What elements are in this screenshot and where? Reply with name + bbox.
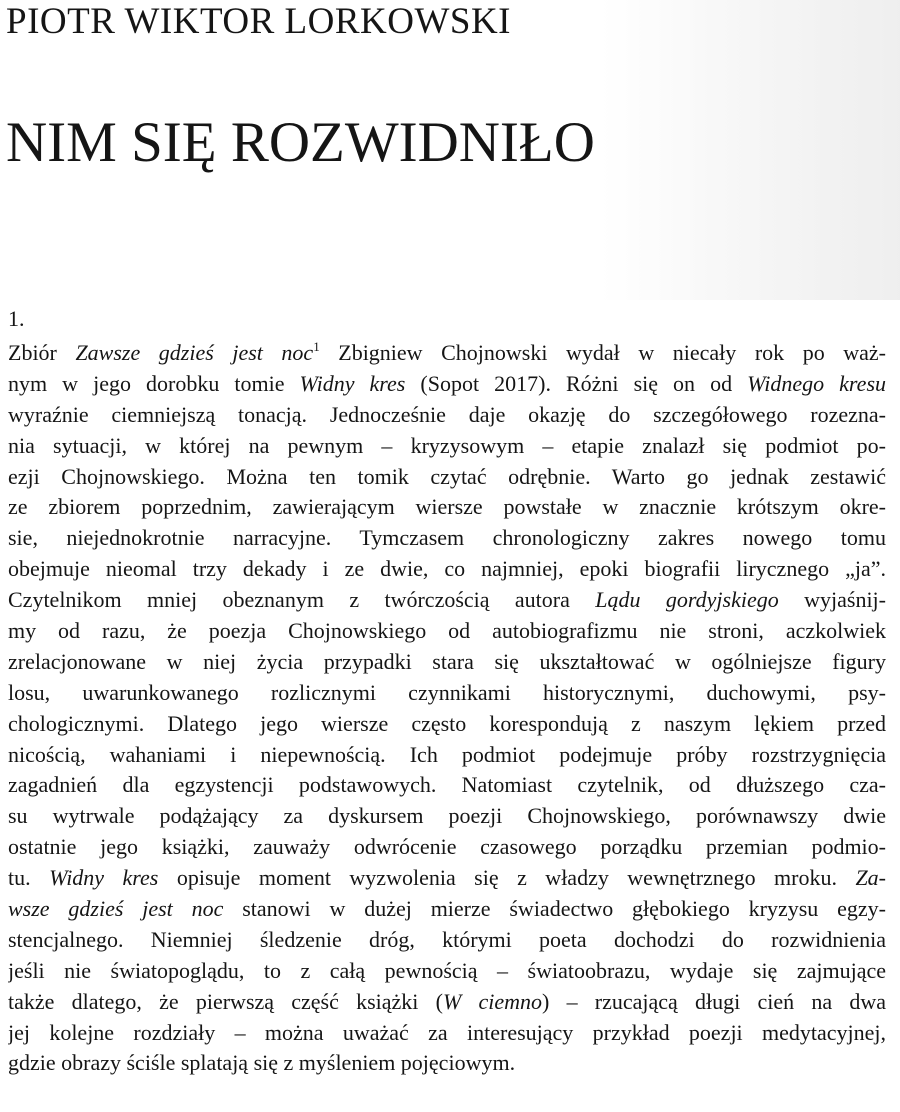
author-name: PIOTR WIKTOR LORKOWSKI <box>6 1 512 42</box>
section-number: 1. <box>8 306 25 331</box>
text-line: jej kolejne rozdziały – można uważać za interesujący przykład poezji medytacyjnej, <box>8 1019 886 1045</box>
text-line: Zbiór Zawsze gdzieś jest noc$^1$ Zbigniew Chojnowski wydał w niecały rok po waż- <box>8 339 886 365</box>
text-line: tu. Widny kres opisuje moment wyzwolenia się z władzy wewnętrznego mroku. Za- <box>8 865 886 891</box>
text-line: su wytrwale podążający za dyskursem poezji Chojnowskiego, porównawszy dwie <box>8 803 886 829</box>
text-line: Czytelnikom mniej obeznanym z twórczością autora Lądu gordyjskiego wyjaśnij- <box>8 587 886 613</box>
book-title-italic: Zawsze gdzieś jest noc <box>75 340 314 365</box>
text-line: wsze gdzieś jest noc stanowi w dużej mierze świadectwo głębokiego kryzysu egzy- <box>8 896 886 922</box>
book-title-italic: wsze gdzieś jest noc <box>8 896 224 922</box>
show-through-shadow <box>600 0 900 300</box>
text-line: losu, uwarunkowanego rozlicznymi czynnikami historycznymi, duchowymi, psy- <box>8 679 886 705</box>
book-title-italic: Widny kres <box>49 865 159 891</box>
text-line: jeśli nie światopoglądu, to z całą pewnością – światoobrazu, wydaje się zajmujące <box>8 957 886 983</box>
text-line: nym w jego dorobku tomie Widny kres (Sopot 2017). Różni się on od Widnego kresu <box>8 370 886 396</box>
text-line: ostatnie jego książki, zauważy odwrócenie czasowego porządku przemian podmio- <box>8 834 886 860</box>
body-paragraph <box>8 338 886 1079</box>
text-line: zagadnień dla egzystencji podstawowych. Natomiast czytelnik, od dłuższego cza- <box>8 772 886 798</box>
text-line: zrelacjonowane w niej życia przypadki stara się ukształtować w ogólniejsze figury <box>8 648 886 674</box>
book-title-italic: Widny kres <box>299 370 406 396</box>
text-line: obejmuje nieomal trzy dekady i ze dwie, co najmniej, epoki biografii lirycznego „ja”. <box>8 556 886 582</box>
text-line: ze zbiorem poprzednim, zawierającym wiersze powstałe w znacznie krótszym okre- <box>8 494 886 520</box>
text-line: stencjalnego. Niemniej śledzenie dróg, którymi poeta dochodzi do rozwidnienia <box>8 926 886 952</box>
text-line: ezji Chojnowskiego. Można ten tomik czytać odrębnie. Warto go jednak zestawić <box>8 463 886 489</box>
section-title-italic: W ciemno <box>442 988 543 1014</box>
text-line: my od razu, że poezja Chojnowskiego od autobiografizmu nie stroni, aczkolwiek <box>8 618 886 644</box>
text-line: nicością, wahaniami i niepewnością. Ich podmiot podejmuje próby rozstrzygnięcia <box>8 741 886 767</box>
book-title-italic: Za- <box>855 865 886 891</box>
text-line: nia sytuacji, w której na pewnym – kryzysowym – etapie znalazł się podmiot po- <box>8 432 886 458</box>
text-line: także dlatego, że pierwszą część książki (W ciemno) – rzucającą długi cień na dwa <box>8 988 886 1014</box>
book-title-italic: Widnego kresu <box>747 370 886 396</box>
text-line: chologicznymi. Dlatego jego wiersze często korespondują z naszym lękiem przed <box>8 710 886 736</box>
footnote-marker[interactable]: 1 <box>313 339 320 354</box>
book-title-italic: Lądu gordyjskiego <box>595 587 779 613</box>
essay-title: NIM SIĘ ROZWIDNIŁO <box>6 111 595 174</box>
text-line: gdzie obrazy ściśle splatają się z myśleniem pojęciowym. <box>8 1050 516 1076</box>
text-line: wyraźnie ciemniejszą tonacją. Jednocześnie daje okazję do szczegółowego rozezna- <box>8 401 886 427</box>
text-line: sie, niejednokrotnie narracyjne. Tymczasem chronologiczny zakres nowego tomu <box>8 525 886 551</box>
